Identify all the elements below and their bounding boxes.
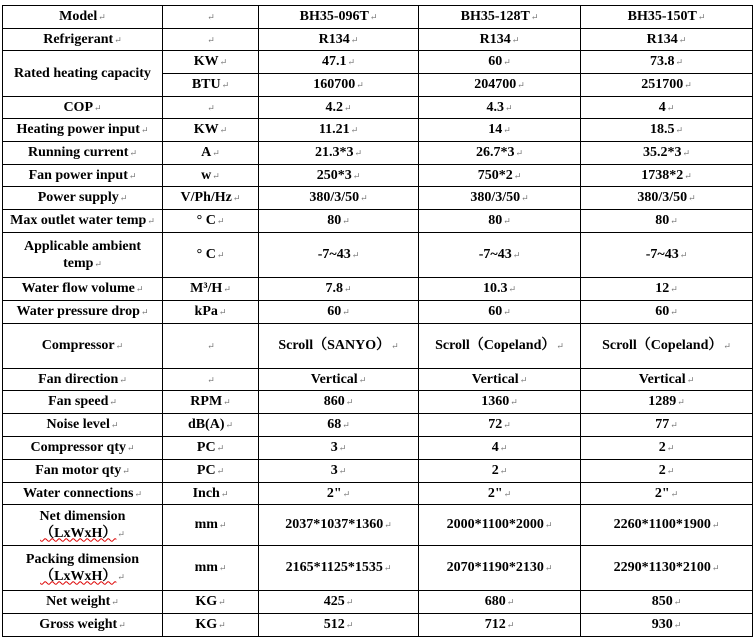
value-cell: 2 ↵ <box>419 460 581 483</box>
row-label-text: Fan direction ↵ <box>38 372 127 387</box>
value-cell: -7~43 ↵ <box>419 233 581 278</box>
unit-cell <box>163 29 259 51</box>
row-label-text: Noise level ↵ <box>47 417 119 432</box>
value-cell: 930 ↵ <box>581 614 753 637</box>
row-label-text: Water flow volume ↵ <box>22 281 144 296</box>
table-row <box>3 591 753 614</box>
value-cell: 60 ↵ <box>581 301 753 324</box>
row-label <box>3 278 163 301</box>
value-cell: R134 ↵ <box>259 29 419 51</box>
value-cell: 26.7*3 ↵ <box>419 142 581 165</box>
row-label <box>3 29 163 51</box>
table-row <box>3 233 753 278</box>
table-row <box>3 414 753 437</box>
value-cell: 1360 ↵ <box>419 391 581 414</box>
value-cell: 251700 ↵ <box>581 74 753 97</box>
row-label <box>3 210 163 233</box>
value-cell: 860 ↵ <box>259 391 419 414</box>
unit-cell: KW ↵ <box>163 51 259 74</box>
value-cell: Vertical ↵ <box>259 369 419 391</box>
row-label <box>3 460 163 483</box>
row-label-text: Water pressure drop ↵ <box>17 304 149 319</box>
unit-cell: KG ↵ <box>163 614 259 637</box>
value-cell: 4.3 ↵ <box>419 97 581 119</box>
row-label-text: Power supply ↵ <box>38 190 128 205</box>
row-label <box>3 301 163 324</box>
table-row <box>3 460 753 483</box>
value-cell: 47.1 ↵ <box>259 51 419 74</box>
table-row <box>3 505 753 546</box>
row-label <box>3 142 163 165</box>
value-cell: 380/3/50 ↵ <box>581 187 753 210</box>
value-cell: 2165*1125*1535 ↵ <box>259 546 419 591</box>
value-cell: 2" ↵ <box>419 483 581 505</box>
row-label-text: COP ↵ <box>63 100 101 115</box>
value-cell: -7~43 ↵ <box>259 233 419 278</box>
unit-cell: mm ↵ <box>163 546 259 591</box>
model-name: BH35-096T ↵ <box>259 6 419 29</box>
unit-cell: PC ↵ <box>163 460 259 483</box>
row-label-sub: （LxWxH） <box>40 568 117 584</box>
table-row <box>3 97 753 119</box>
value-cell: 12 ↵ <box>581 278 753 301</box>
unit-cell: KG ↵ <box>163 591 259 614</box>
value-cell: 204700 ↵ <box>419 74 581 97</box>
row-label-text: Applicable ambient temp ↵ <box>24 239 141 271</box>
value-cell: Vertical ↵ <box>419 369 581 391</box>
value-cell: 80 ↵ <box>581 210 753 233</box>
value-cell: 4 ↵ <box>419 437 581 460</box>
value-cell: 68 ↵ <box>259 414 419 437</box>
value-cell: 4.2 ↵ <box>259 97 419 119</box>
value-cell: 80 ↵ <box>259 210 419 233</box>
table-row <box>3 278 753 301</box>
table-row <box>3 369 753 391</box>
unit-cell: KW ↵ <box>163 119 259 142</box>
value-cell: 850 ↵ <box>581 591 753 614</box>
value-cell: 2000*1100*2000 ↵ <box>419 505 581 546</box>
table-row <box>3 165 753 187</box>
row-label <box>3 614 163 637</box>
row-label <box>3 165 163 187</box>
unit-cell: RPM ↵ <box>163 391 259 414</box>
value-cell: 3 ↵ <box>259 437 419 460</box>
value-cell: 1289 ↵ <box>581 391 753 414</box>
value-cell: 380/3/50 ↵ <box>259 187 419 210</box>
value-cell: 14 ↵ <box>419 119 581 142</box>
value-cell: 2260*1100*1900 ↵ <box>581 505 753 546</box>
value-cell: 425 ↵ <box>259 591 419 614</box>
table-row <box>3 546 753 591</box>
value-cell: R134 ↵ <box>581 29 753 51</box>
value-cell: 2290*1130*2100 ↵ <box>581 546 753 591</box>
value-cell: 80 ↵ <box>419 210 581 233</box>
model-name: BH35-128T ↵ <box>419 6 581 29</box>
unit-cell <box>163 97 259 119</box>
value-cell: 680 ↵ <box>419 591 581 614</box>
unit-cell: PC ↵ <box>163 437 259 460</box>
value-cell: 72 ↵ <box>419 414 581 437</box>
table-row <box>3 142 753 165</box>
row-label-text: Net weight ↵ <box>46 594 119 609</box>
unit-cell: dB(A) ↵ <box>163 414 259 437</box>
value-cell: 250*3 ↵ <box>259 165 419 187</box>
row-label <box>3 505 163 546</box>
value-cell: 11.21 ↵ <box>259 119 419 142</box>
row-label-text: Rated heating capacity <box>14 66 151 81</box>
unit-cell: kPa ↵ <box>163 301 259 324</box>
row-label-text: Max outlet water temp ↵ <box>10 213 155 228</box>
spec-table <box>2 5 753 637</box>
row-label <box>3 391 163 414</box>
row-label-text: Heating power input ↵ <box>17 122 149 137</box>
table-row <box>3 391 753 414</box>
value-cell: -7~43 ↵ <box>581 233 753 278</box>
table-row <box>3 324 753 369</box>
unit-cell <box>163 369 259 391</box>
value-cell: 7.8 ↵ <box>259 278 419 301</box>
row-label-text: Compressor qty ↵ <box>30 440 134 455</box>
row-label <box>3 97 163 119</box>
row-label <box>3 233 163 278</box>
value-cell: 35.2*3 ↵ <box>581 142 753 165</box>
unit-cell: BTU ↵ <box>163 74 259 97</box>
unit-cell: M³/H ↵ <box>163 278 259 301</box>
value-cell: 380/3/50 ↵ <box>419 187 581 210</box>
table-row <box>3 51 753 74</box>
value-cell: 2070*1190*2130 ↵ <box>419 546 581 591</box>
table-row <box>3 483 753 505</box>
value-cell: 73.8 ↵ <box>581 51 753 74</box>
row-label <box>3 187 163 210</box>
value-cell: 60 ↵ <box>419 301 581 324</box>
table-row <box>3 187 753 210</box>
row-label-text: Running current ↵ <box>28 145 137 160</box>
row-label-text: Net dimension <box>39 508 126 524</box>
row-label-text: Refrigerant ↵ <box>43 32 122 47</box>
value-cell: 21.3*3 ↵ <box>259 142 419 165</box>
value-cell: Vertical ↵ <box>581 369 753 391</box>
table-row <box>3 301 753 324</box>
value-cell: 2 ↵ <box>581 460 753 483</box>
row-label-sub: （LxWxH） <box>40 525 117 541</box>
header-row <box>3 6 753 29</box>
value-cell: 3 ↵ <box>259 460 419 483</box>
value-cell: 2037*1037*1360 ↵ <box>259 505 419 546</box>
row-label-text: Fan motor qty ↵ <box>35 463 130 478</box>
value-cell: 60 ↵ <box>259 301 419 324</box>
value-cell: 2" ↵ <box>581 483 753 505</box>
row-label <box>3 414 163 437</box>
unit-cell: V/Ph/Hz ↵ <box>163 187 259 210</box>
unit-cell: A ↵ <box>163 142 259 165</box>
value-cell: Scroll（SANYO） ↵ <box>259 324 419 369</box>
value-cell: 512 ↵ <box>259 614 419 637</box>
row-label <box>3 119 163 142</box>
row-label-text: Water connections ↵ <box>23 486 142 501</box>
unit-cell: Inch ↵ <box>163 483 259 505</box>
row-label-text: Compressor ↵ <box>42 338 123 353</box>
value-cell: Scroll（Copeland） ↵ <box>581 324 753 369</box>
unit-cell <box>163 324 259 369</box>
table-row <box>3 437 753 460</box>
model-name: BH35-150T ↵ <box>581 6 753 29</box>
table-row <box>3 29 753 51</box>
unit-cell: ° C ↵ <box>163 233 259 278</box>
value-cell: 4 ↵ <box>581 97 753 119</box>
row-label <box>3 324 163 369</box>
value-cell: Scroll（Copeland） ↵ <box>419 324 581 369</box>
row-label-text: Fan power input ↵ <box>29 168 137 183</box>
model-label: Model ↵ <box>3 6 163 29</box>
unit-cell <box>163 6 259 29</box>
value-cell: 160700 ↵ <box>259 74 419 97</box>
table-row <box>3 210 753 233</box>
unit-cell: ° C ↵ <box>163 210 259 233</box>
value-cell: 77 ↵ <box>581 414 753 437</box>
value-cell: 750*2 ↵ <box>419 165 581 187</box>
row-label <box>3 546 163 591</box>
row-label-text: Gross weight ↵ <box>39 617 125 632</box>
table-row <box>3 614 753 637</box>
row-label <box>3 437 163 460</box>
value-cell: 2" ↵ <box>259 483 419 505</box>
row-label-text: Packing dimension <box>25 551 140 567</box>
value-cell: 60 ↵ <box>419 51 581 74</box>
value-cell: R134 ↵ <box>419 29 581 51</box>
row-label <box>3 51 163 97</box>
unit-cell: mm ↵ <box>163 505 259 546</box>
row-label-text: Fan speed ↵ <box>48 394 117 409</box>
value-cell: 712 ↵ <box>419 614 581 637</box>
value-cell: 2 ↵ <box>581 437 753 460</box>
row-label <box>3 591 163 614</box>
row-label <box>3 483 163 505</box>
value-cell: 1738*2 ↵ <box>581 165 753 187</box>
value-cell: 18.5 ↵ <box>581 119 753 142</box>
unit-cell: w ↵ <box>163 165 259 187</box>
value-cell: 10.3 ↵ <box>419 278 581 301</box>
row-label <box>3 369 163 391</box>
table-row <box>3 119 753 142</box>
